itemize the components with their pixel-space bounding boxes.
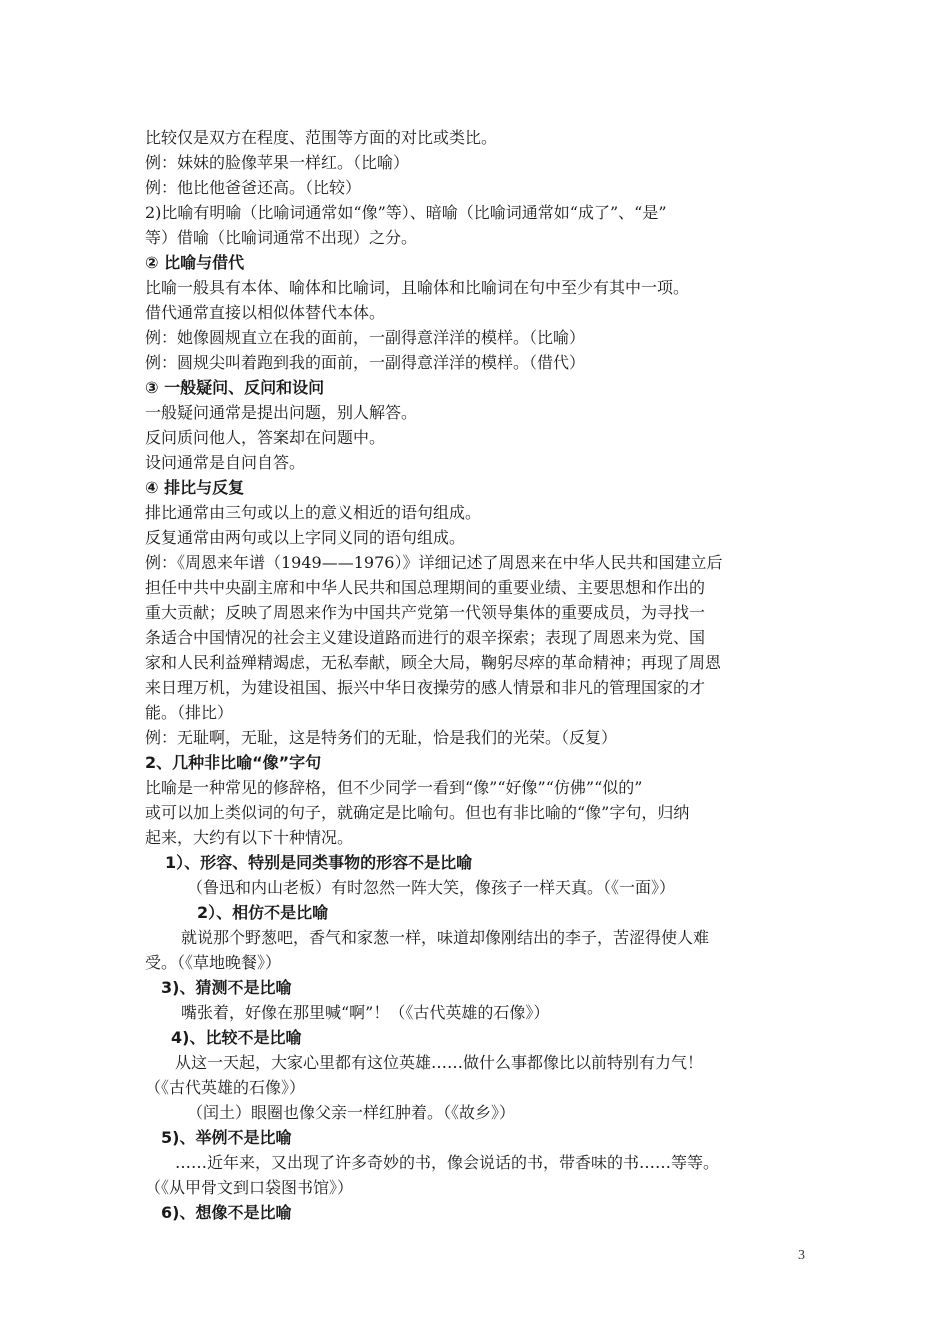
text-line: 条适合中国情况的社会主义建设道路而进行的艰辛探索；表现了周恩来为党、国 [145, 628, 706, 647]
example-line: 从这一天起，大家心里都有这位英雄……做什么事都像比以前特别有力气！ [175, 1053, 704, 1072]
example-line: 就说那个野葱吧，香气和家葱一样，味道却像刚结出的李子，苦涩得使人难 [181, 928, 710, 947]
text-line: 比较仅是双方在程度、范围等方面的对比或类比。 [145, 128, 498, 147]
text-line: 设问通常是自问自答。 [145, 453, 306, 472]
document-body [145, 125, 815, 1225]
example-line: 嘴张着，好像在那里喊“啊”！（《古代英雄的石像》） [181, 1003, 550, 1022]
text-line: 等）借喻（比喻词通常不出现）之分。 [145, 228, 418, 247]
example-line: 例：妹妹的脸像苹果一样红。（比喻） [145, 153, 410, 172]
example-line: ……近年来，又出现了许多奇妙的书，像会说话的书，带香味的书……等等。 [175, 1153, 720, 1172]
subsection-heading: 2）、相仿不是比喻 [197, 903, 329, 922]
text-line: （《古代英雄的石像》） [145, 1078, 306, 1097]
text-line: 来日理万机，为建设祖国、振兴中华日夜操劳的感人情景和非凡的管理国家的才 [145, 678, 706, 697]
text-line: 担任中共中央副主席和中华人民共和国总理期间的重要业绩、主要思想和作出的 [145, 578, 706, 597]
subsection-heading: 1）、形容、特别是同类事物的形容不是比喻 [165, 853, 473, 872]
text-line: 排比通常由三句或以上的意义相近的语句组成。 [145, 503, 482, 522]
example-line: 例：他比他爸爸还高。（比较） [145, 178, 362, 197]
text-line: 或可以加上类似词的句子，就确定是比喻句。但也有非比喻的“像”字句，归纳 [145, 803, 690, 822]
subsection-heading: 5)、举例不是比喻 [161, 1128, 292, 1147]
example-line: （鲁迅和内山老板）有时忽然一阵大笑，像孩子一样天真。（《一面》） [187, 878, 676, 897]
page-number: 3 [798, 1248, 805, 1263]
text-line: 一般疑问通常是提出问题，别人解答。 [145, 403, 418, 422]
text-line: 家和人民利益殚精竭虑，无私奉献，顾全大局，鞠躬尽瘁的革命精神；再现了周恩 [145, 653, 722, 672]
text-line: 受。（《草地晚餐》） [145, 953, 282, 972]
example-line: （闰土）眼圈也像父亲一样红肿着。（《故乡》） [187, 1103, 516, 1122]
example-line: 例：她像圆规直立在我的面前，一副得意洋洋的模样。（比喻） [145, 328, 586, 347]
subsection-heading: 3)、猜测不是比喻 [161, 978, 292, 997]
text-line: 反复通常由两句或以上字同义同的语句组成。 [145, 528, 466, 547]
subsection-heading: 6)、想像不是比喻 [161, 1203, 292, 1222]
section-heading: ② 比喻与借代 [145, 253, 245, 272]
text-line: 起来，大约有以下十种情况。 [145, 828, 354, 847]
section-heading: ③ 一般疑问、反问和设问 [145, 378, 325, 397]
text-line: （《从甲骨文到口袋图书馆》） [145, 1178, 354, 1197]
section-heading: 2、几种非比喻“像”字句 [145, 753, 322, 772]
example-line: 例：无耻啊，无耻，这是特务们的无耻，恰是我们的光荣。（反复） [145, 728, 618, 747]
text-line: 比喻是一种常见的修辞格，但不少同学一看到“像”“好像”“仿佛”“似的” [145, 778, 643, 797]
text-line: 能。（排比） [145, 703, 234, 722]
subsection-heading: 4)、比较不是比喻 [171, 1028, 302, 1047]
section-heading: ④ 排比与反复 [145, 478, 245, 497]
text-line: 重大贡献；反映了周恩来作为中国共产党第一代领导集体的重要成员，为寻找一 [145, 603, 706, 622]
text-line: 2)比喻有明喻（比喻词通常如“像”等）、暗喻（比喻词通常如“成了”、“是” [145, 203, 667, 222]
text-line: 借代通常直接以相似体替代本体。 [145, 303, 386, 322]
text-line: 反问质问他人，答案却在问题中。 [145, 428, 386, 447]
example-line: 例：圆规尖叫着跑到我的面前，一副得意洋洋的模样。（借代） [145, 353, 586, 372]
text-line: 比喻一般具有本体、喻体和比喻词，且喻体和比喻词在句中至少有其中一项。 [145, 278, 690, 297]
example-line: 例：《周恩来年谱（1949——1976）》详细记述了周恩来在中华人民共和国建立后 [145, 553, 723, 572]
